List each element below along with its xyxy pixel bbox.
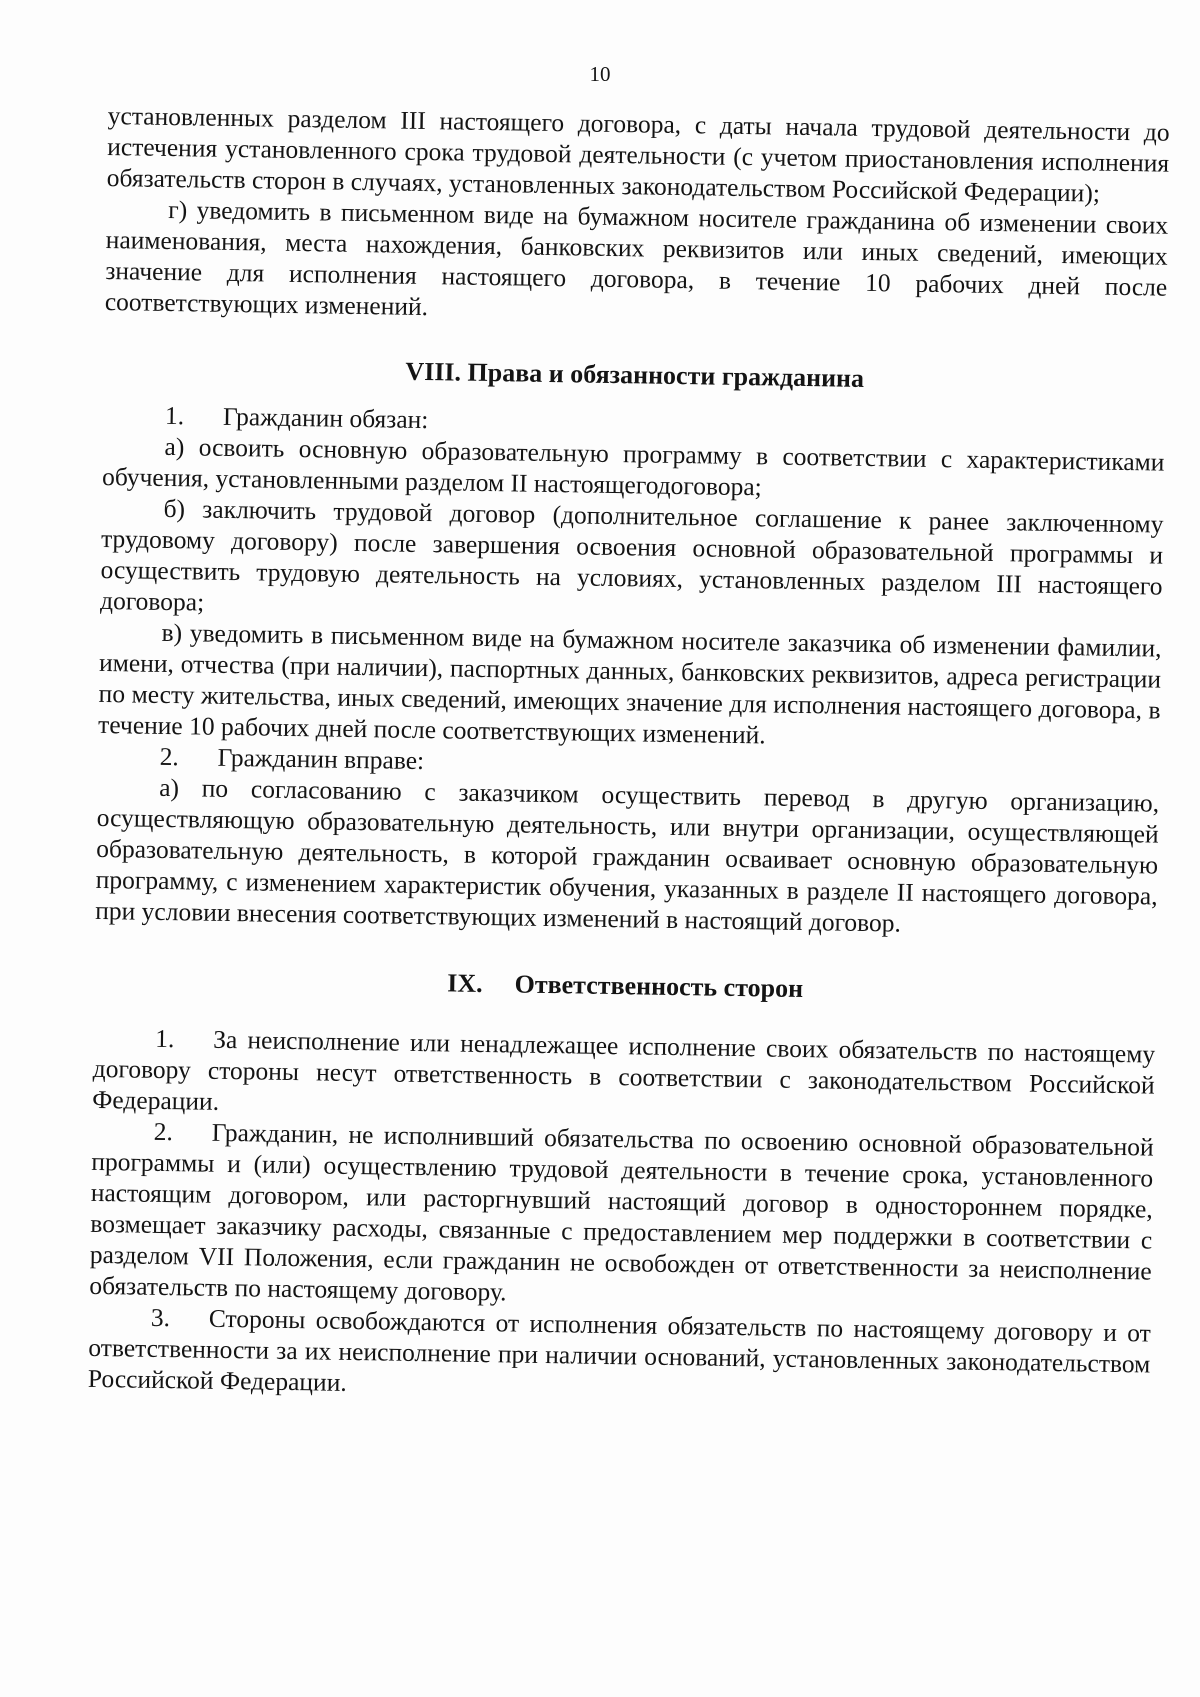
section-8-item-1a: а) освоить основную образовательную программу в соответствии с характеристиками обучения, установленными разделом II настоящегодоговора; [101, 431, 1165, 502]
item-text: Гражданин обязан: [222, 401, 429, 435]
page-number: 10 [589, 62, 611, 86]
section-8-item-1c: в) уведомить в письменном виде на бумажном носителе заказчика об изменении фамилии, имени, отчества (при наличии), паспортных данных, банковских реквизитов, адреса регистрации по месту жительства, иных сведений, имеющих значение для исполнения настоящего договора, в течение 10 рабочих дней после соответствующих изменений. [97, 617, 1162, 750]
item-number: 1. [164, 400, 185, 431]
section-9-item-2 [89, 1115, 1154, 1318]
item-number: 1. [155, 1023, 175, 1054]
item-number: 2. [153, 1116, 174, 1147]
section-9-number: IX. [446, 968, 483, 998]
item-number: 2. [159, 741, 180, 772]
paragraph-item-g: г) уведомить в письменном виде на бумажном носителе гражданина об изменении своих наименования, места нахождения, банковских реквизитов или иных сведений, имеющих значение для исполнения настоящего договора, в течение 10 рабочих дней после соответствующих изменений. [104, 194, 1169, 322]
section-9-item-3 [88, 1301, 1151, 1411]
section-8-item-2a: а) по согласованию с заказчиком осуществить перевод в другую организацию, осуществляющую образовательную деятельность, или внутри организации, осуществляющей образовательную деятельность, в которой гражданин осваивает основную образовательную программу, с изменением характеристик обучения, указанных в разделе II настоящего договора, при условии внесения соответствующих изменений в настоящий договор. [95, 772, 1160, 938]
section-8-item-1b: б) заключить трудовой договор (дополнительное соглашение к ранее заключенному трудовому договору) после завершения освоения основной образовательной программы и осуществить трудовую деятельность на условиях, установленных разделом III настоящего договора; [99, 493, 1164, 617]
item-number: 3. [150, 1302, 171, 1333]
paragraph-continuation: установленных разделом III настоящего договора, с даты начала трудовой деятельности до истечения установленного срока трудовой деятельности (с учетом приостановления исполнения обязательств сторон в случаях, установленных законодательством Российской Федерации); [106, 100, 1170, 208]
section-9-item-1 [92, 1022, 1155, 1132]
item-text: За неисполнение или ненадлежащее исполнение своих обязательств по настоящему договору стороны несут ответственность в соответствии с законодательством Российской Федерации. [92, 1024, 1156, 1116]
section-9-heading [94, 962, 1156, 1011]
document-body [88, 100, 1170, 1411]
section-9-title: Ответственность сторон [514, 969, 804, 1004]
item-text: Гражданин, не исполнивший обязательства по освоению основной образовательной программы и (или) осуществлению трудовой деятельности в течение срока, установленного настоящим договором, или расторгнувший настоящий договор в одностороннем порядке, возмещает заказчику расходы, связанные с предоставлением мер поддержки в соответствии с разделом VII Положения, если гражданин не освобожден от ответственности за неисполнение обязательств по настоящему договору. [89, 1117, 1154, 1307]
section-8-heading: VIII. Права и обязанности гражданина [405, 356, 865, 393]
item-text: Гражданин вправе: [217, 742, 425, 776]
item-text: Стороны освобождаются от исполнения обязательств по настоящему договору и от ответственности за их неисполнение при наличии оснований, установленных законодательством Российской Федерации. [87, 1303, 1151, 1397]
